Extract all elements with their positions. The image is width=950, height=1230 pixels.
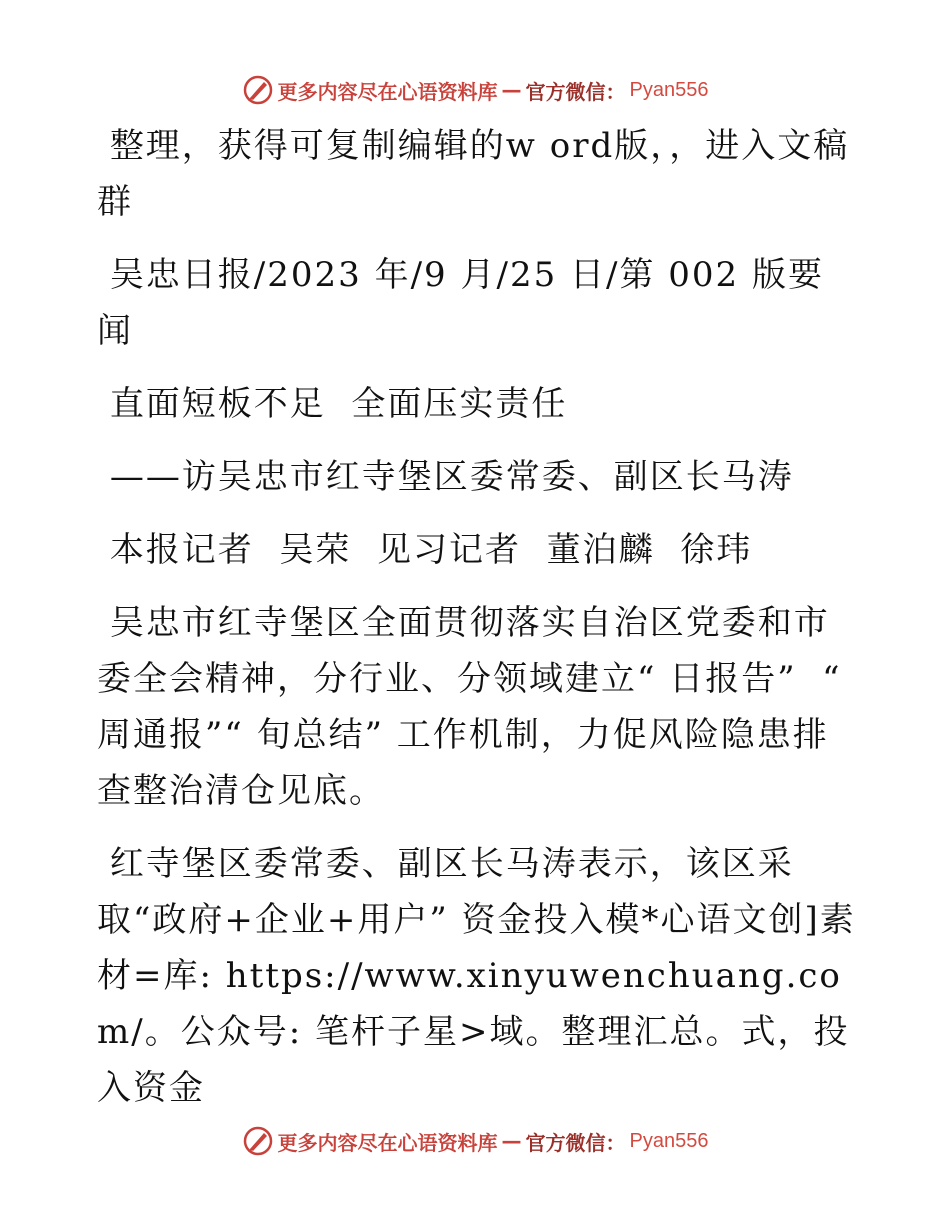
banner-official-label: 官方微信： — [525, 79, 626, 104]
byline: 本报记者 吴荣 见习记者 董泊麟 徐玮 — [97, 530, 753, 570]
red-quill-circle-icon — [242, 74, 274, 106]
banner-separator: — — [501, 1129, 522, 1153]
red-quill-circle-icon — [242, 1125, 274, 1157]
headline: 直面短板不足 全面压实责任 — [97, 384, 568, 424]
subheadline: ——访吴忠市红寺堡区委常委、副区长马涛 — [97, 457, 794, 497]
banner-wechat-id: Pyan556 — [629, 78, 709, 101]
intro-text: 整理，获得可复制编辑的w ord版，，进入文稿群 — [97, 126, 850, 222]
banner-official-label: 官方微信： — [525, 1130, 626, 1155]
header-watermark-banner — [0, 70, 950, 110]
body-paragraph-1: 吴忠市红寺堡区全面贯彻落实自治区党委和市委全会精神，分行业、分领域建立“ 日报告” “ 周通报”“ 旬总结” 工作机制，力促风险隐患排查整治清仓见底。 — [97, 603, 855, 811]
banner-wechat-id: Pyan556 — [629, 1129, 709, 1152]
banner-separator: — — [501, 78, 522, 102]
body-paragraph-2: 红寺堡区委常委、副区长马涛表示，该区采取“政府+企业+用户” 资金投入模*心语文创]素材=库: https://www.xinyuwenchuang.com/。公众号: 笔杆子星>域。整理汇总。式，投入资金 — [97, 844, 856, 1108]
article-body — [97, 118, 857, 1116]
dateline: 吴忠日报/2023 年/9 月/25 日/第 002 版要闻 — [97, 255, 824, 351]
banner-main-text: 更多内容尽在心语资料库 — [277, 79, 498, 104]
footer-watermark-banner — [0, 1121, 950, 1161]
banner-content — [242, 74, 709, 106]
banner-main-text: 更多内容尽在心语资料库 — [277, 1130, 498, 1155]
banner-content — [242, 1125, 709, 1157]
